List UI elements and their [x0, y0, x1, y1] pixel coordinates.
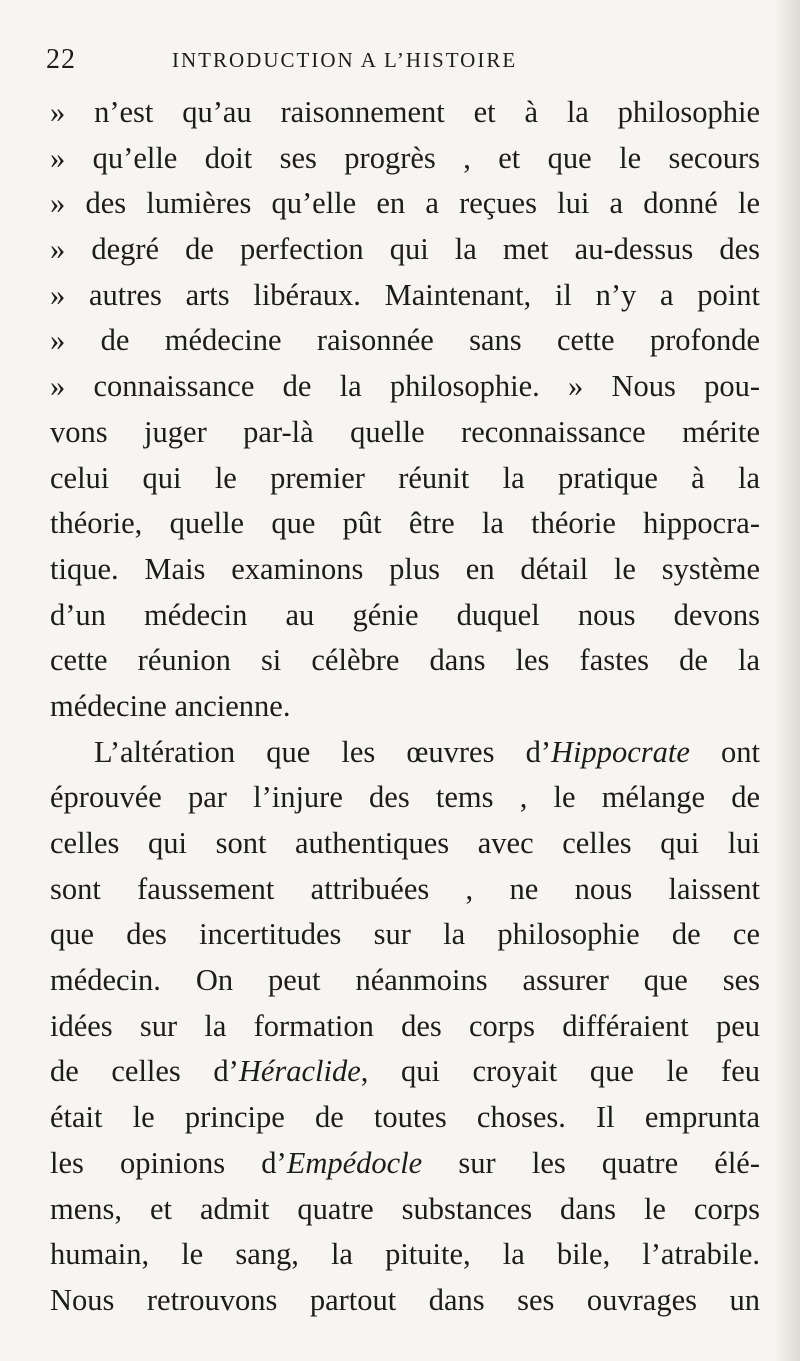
running-head: INTRODUCTION A L’HISTOIRE: [172, 48, 518, 72]
text-line: tique. Mais examinons plus en détail le système: [50, 551, 760, 586]
text-line: » des lumières qu’elle en a reçues lui a donné le: [50, 186, 760, 221]
text-line: mens, et admit quatre substances dans le corps: [50, 1191, 760, 1226]
text-line: » qu’elle doit ses progrès , et que le secours: [50, 140, 760, 175]
paragraph-start-line: [50, 730, 760, 776]
text-line: théorie, quelle que pût être la théorie hippocra-: [50, 506, 760, 541]
paragraph-end-line: médecine ancienne.: [50, 688, 291, 723]
text-line: [50, 1049, 760, 1095]
line-text: les opinions d’: [50, 1145, 287, 1180]
line-text: ont: [689, 734, 760, 769]
text-line: [50, 1141, 760, 1187]
page-number: 22: [46, 44, 76, 75]
text-line: » degré de perfection qui la met au-dessus des: [50, 232, 760, 267]
text-line: vons juger par-là quelle reconnaissance mérite: [50, 414, 760, 449]
text-line: médecin. On peut néanmoins assurer que ses: [50, 963, 760, 998]
text-line: éprouvée par l’injure des tems , le mélange de: [50, 780, 760, 815]
text-line: humain, le sang, la pituite, la bile, l’atrabile.: [50, 1237, 760, 1272]
text-line: celles qui sont authentiques avec celles qui lui: [50, 826, 760, 860]
text-line: était le principe de toutes choses. Il emprunta: [50, 1100, 760, 1135]
text-line: Nous retrouvons partout dans ses ouvrages un: [50, 1282, 760, 1317]
text-line: » n’est qu’au raisonnement et à la philosophie: [50, 95, 760, 129]
italic-name-empedocle: Empédocle: [286, 1145, 423, 1180]
text-line: idées sur la formation des corps différaient peu: [50, 1008, 760, 1043]
body-text: [50, 90, 760, 1324]
line-text: de celles d’: [50, 1054, 239, 1089]
page-header: [46, 44, 626, 78]
italic-name-hippocrate: Hippocrate: [550, 734, 690, 769]
italic-name-heraclide: Héraclide: [238, 1054, 361, 1089]
text-line: sont faussement attribuées , ne nous laissent: [50, 871, 760, 906]
text-line: » de médecine raisonnée sans cette profonde: [50, 323, 760, 358]
line-text: sur les quatre élé-: [422, 1145, 760, 1180]
text-line: que des incertitudes sur la philosophie de ce: [50, 917, 760, 952]
text-line: celui qui le premier réunit la pratique à la: [50, 460, 760, 495]
text-line: d’un médecin au génie duquel nous devons: [50, 597, 760, 632]
text-line: » connaissance de la philosophie. » Nous pou-: [50, 369, 760, 404]
page-edge-shadow: [774, 0, 800, 1361]
text-line: » autres arts libéraux. Maintenant, il n’y a point: [50, 277, 760, 312]
line-text: , qui croyait que le feu: [360, 1054, 760, 1089]
text-line: cette réunion si célèbre dans les fastes de la: [50, 643, 760, 678]
line-text: L’altération que les œuvres d’: [94, 734, 551, 769]
